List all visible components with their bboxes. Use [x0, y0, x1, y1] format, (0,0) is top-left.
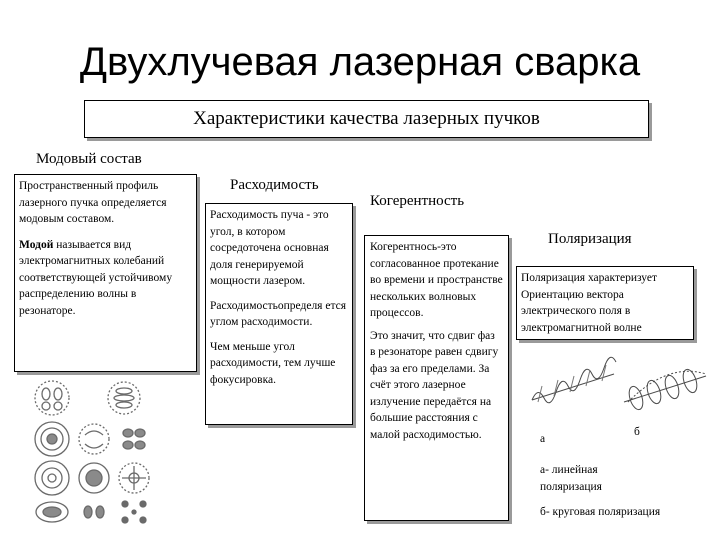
coherence-paragraph-2: Это значит, что сдвиг фаз в резонаторе равен сдвигу фаз за его пределами. За счёт этого лазерное излучение передаётся на большие расстояния с малой расходимостью.	[370, 329, 499, 441]
coherence-textbox	[364, 235, 509, 521]
divergence-heading: Расходимость	[230, 177, 319, 193]
subtitle-box: Характеристики качества лазерных пучков	[84, 100, 649, 138]
polarization-caption-b: б- круговая поляризация	[540, 506, 661, 518]
modes-paragraph-2	[19, 237, 192, 320]
slide-title: Двухлучевая лазерная сварка	[79, 40, 641, 84]
polarization-textbox	[516, 266, 694, 340]
modes-heading: Модовый состав	[36, 151, 142, 167]
modes-textbox	[14, 174, 197, 372]
polarization-heading: Поляризация	[548, 231, 632, 247]
polarization-text: Поляризация характеризует Ориентацию вектора электрического поля в электромагнитной волне	[521, 272, 658, 334]
modes-term: Модой	[19, 238, 54, 251]
mode-patterns-image	[24, 374, 174, 524]
divergence-paragraph-1: Расходимость пуча - это угол, в котором сосредоточена основная доля генерируемой мощности лазером.	[210, 209, 329, 287]
polarization-caption-a: а- линейная поляризация	[540, 464, 602, 493]
circular-polarization-wave	[624, 368, 706, 412]
polarization-label-b: б	[634, 426, 640, 438]
divergence-paragraph-3: Чем меньше угол расходимости, тем лучше фокусировка.	[210, 340, 336, 386]
mode-pattern-grid	[35, 381, 149, 523]
coherence-heading: Когерентность	[370, 193, 465, 209]
polarization-wave-image	[524, 352, 714, 432]
polarization-label-a: а	[540, 433, 546, 445]
divergence-paragraph-2: Расходимостьопределя ется углом расходимости.	[210, 299, 347, 328]
linear-polarization-wave	[532, 357, 616, 403]
coherence-paragraph-1: Когерентнось-это согласованное протекание во времени и пространстве нескольких волновых процессов.	[370, 241, 503, 319]
divergence-textbox	[205, 203, 353, 425]
modes-definition: называется вид электромагнитных колебаний соответствующей устойчивому распределению волны в резонаторе.	[19, 238, 173, 317]
modes-paragraph-1: Пространственный профиль лазерного пучка определяется модовым составом.	[19, 180, 167, 225]
